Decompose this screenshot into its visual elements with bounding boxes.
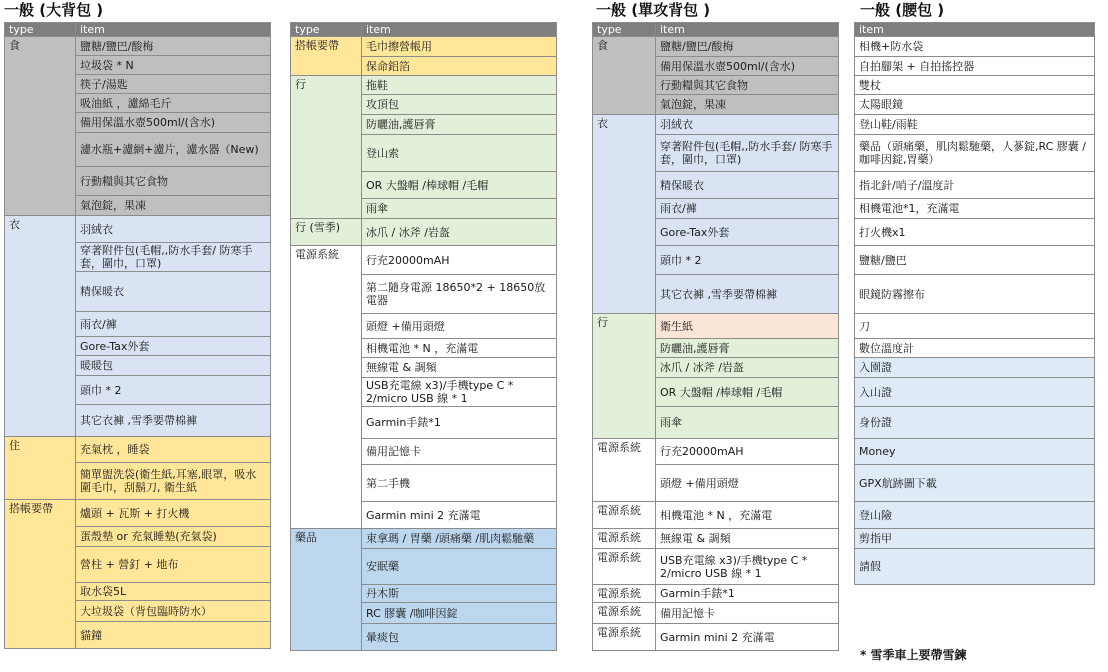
table-row bbox=[855, 219, 1095, 246]
item-cell: 筷子/湯匙 bbox=[76, 75, 271, 94]
item-cell: 暈痰包 bbox=[362, 624, 557, 651]
item-cell: 羽絨衣 bbox=[656, 115, 839, 135]
item-cell: 雙杖 bbox=[855, 76, 1095, 95]
item-cell: 備用保溫水壺500ml/(含水) bbox=[76, 113, 271, 133]
item-cell: 冰爪 / 冰斧 /岩盔 bbox=[362, 219, 557, 246]
item-cell: 束拿瑪 / 胃藥 /頭痛藥 /肌肉鬆馳藥 bbox=[362, 529, 557, 549]
header-type: type bbox=[593, 23, 656, 37]
type-cell: 電源系統 bbox=[593, 585, 656, 603]
item-cell: 行動糧與其它食物 bbox=[656, 76, 839, 95]
table-row bbox=[593, 115, 839, 135]
item-cell: 登山索 bbox=[362, 135, 557, 172]
table-row bbox=[855, 115, 1095, 135]
item-cell: 身份證 bbox=[855, 407, 1095, 439]
big-backpack-table-cont bbox=[290, 22, 557, 651]
item-cell: 行充20000mAH bbox=[656, 439, 839, 465]
item-cell: 無線電 & 調頻 bbox=[362, 358, 557, 378]
item-cell: 氣泡錠，果凍 bbox=[656, 95, 839, 115]
item-cell: 相機+防水袋 bbox=[855, 37, 1095, 57]
type-cell: 行 bbox=[593, 314, 656, 439]
item-cell: 備用記憶卡 bbox=[362, 439, 557, 465]
table-row bbox=[855, 378, 1095, 407]
item-cell: 氣泡錠，果凍 bbox=[76, 196, 271, 216]
item-cell: 登山鞋/雨鞋 bbox=[855, 115, 1095, 135]
type-cell: 電源系統 bbox=[593, 549, 656, 585]
table-row bbox=[291, 529, 557, 549]
type-cell: 藥品 bbox=[291, 529, 362, 651]
big-backpack-table bbox=[4, 22, 271, 649]
type-cell: 食 bbox=[593, 37, 656, 115]
item-cell: 穿著附件包(毛帽,,防水手套/ 防寒手套，圍巾，口罩) bbox=[76, 243, 271, 272]
item-cell: 垃圾袋 * N bbox=[76, 56, 271, 75]
item-cell: 防曬油,護唇膏 bbox=[362, 115, 557, 135]
table-row bbox=[593, 37, 839, 57]
item-cell: 毛巾擦營帳用 bbox=[362, 37, 557, 57]
item-cell: 行充20000mAH bbox=[362, 246, 557, 275]
table-row bbox=[855, 37, 1095, 57]
table-row bbox=[855, 407, 1095, 439]
table-row bbox=[855, 246, 1095, 275]
type-cell: 行 (雪季) bbox=[291, 219, 362, 246]
table-row bbox=[855, 439, 1095, 465]
item-cell: 相機電池 * N ，充滿電 bbox=[656, 502, 839, 529]
item-cell: 雨傘 bbox=[362, 199, 557, 219]
item-cell: 自拍腳架 + 自拍搖控器 bbox=[855, 57, 1095, 76]
table-row bbox=[291, 76, 557, 95]
item-cell: 刀 bbox=[855, 314, 1095, 339]
table-row bbox=[855, 529, 1095, 549]
item-cell: Gore-Tax外套 bbox=[76, 337, 271, 356]
type-cell: 住 bbox=[5, 437, 76, 500]
item-cell: 頭燈 +備用頭燈 bbox=[656, 465, 839, 502]
item-cell: 其它衣褲 ,雪季要帶棉褲 bbox=[656, 275, 839, 314]
item-cell: 鹽糖/鹽巴 bbox=[855, 246, 1095, 275]
header-item: item bbox=[362, 23, 557, 37]
table-header-row bbox=[291, 23, 557, 37]
table-row bbox=[593, 314, 839, 339]
table-row bbox=[593, 439, 839, 465]
item-cell: 簡單盥洗袋(衛生紙,耳塞,眼罩，吸水圍毛巾，刮鬍刀, 衛生紙 bbox=[76, 463, 271, 500]
table-row bbox=[291, 219, 557, 246]
item-cell: 雨傘 bbox=[656, 407, 839, 439]
table-row bbox=[855, 465, 1095, 502]
header-type: type bbox=[5, 23, 76, 37]
item-cell: USB充電線 x3)/手機type C * 2/micro USB 線 * 1 bbox=[362, 378, 557, 407]
item-cell: 指北針/哨子/溫度計 bbox=[855, 172, 1095, 199]
item-cell: 請假 bbox=[855, 549, 1095, 585]
item-cell: 取水袋5L bbox=[76, 583, 271, 601]
item-cell: 頭巾 * 2 bbox=[76, 376, 271, 405]
item-cell: 登山險 bbox=[855, 502, 1095, 529]
type-cell: 電源系統 bbox=[593, 502, 656, 529]
item-cell: 衛生紙 bbox=[656, 314, 839, 339]
table-title-waist-pack: 一般 (腰包 ) bbox=[860, 1, 945, 19]
item-cell: 藥品（頭痛藥，肌肉鬆馳藥，人蔘錠,RC 膠囊 /咖啡因錠,胃藥） bbox=[855, 135, 1095, 172]
item-cell: 行動糧與其它食物 bbox=[76, 167, 271, 196]
item-cell: 其它衣褲 ,雪季要帶棉褲 bbox=[76, 405, 271, 437]
item-cell: 濾水瓶+濾網+濾片，濾水器（New) bbox=[76, 133, 271, 167]
item-cell: 太陽眼鏡 bbox=[855, 95, 1095, 115]
table-row bbox=[855, 199, 1095, 219]
table-header-row bbox=[855, 23, 1095, 37]
table-row bbox=[593, 529, 839, 549]
table-row bbox=[5, 500, 271, 527]
snow-chain-note: * 雪季車上要帶雪鍊 bbox=[860, 648, 967, 662]
item-cell: Garmin mini 2 充滿電 bbox=[656, 624, 839, 651]
item-cell: 第二手機 bbox=[362, 465, 557, 502]
waist-pack-table bbox=[854, 22, 1095, 585]
type-cell: 搭帳要帶 bbox=[5, 500, 76, 649]
type-cell: 電源系統 bbox=[593, 624, 656, 651]
item-cell: 營柱 + 營釘 + 地布 bbox=[76, 547, 271, 583]
item-cell: 精保暖衣 bbox=[76, 272, 271, 312]
item-cell: 備用記憶卡 bbox=[656, 603, 839, 624]
item-cell: 相機電池 * N ，充滿電 bbox=[362, 339, 557, 358]
item-cell: USB充電線 x3)/手機type C * 2/micro USB 線 * 1 bbox=[656, 549, 839, 585]
table-row bbox=[855, 57, 1095, 76]
item-cell: RC 膠囊 /咖啡因錠 bbox=[362, 603, 557, 624]
type-cell: 電源系統 bbox=[291, 246, 362, 529]
item-cell: 鹽糖/鹽巴/酸梅 bbox=[76, 37, 271, 56]
item-cell: 雨衣/褲 bbox=[656, 199, 839, 219]
table-row bbox=[855, 549, 1095, 585]
summit-pack-table bbox=[592, 22, 839, 651]
item-cell: OR 大盤帽 /棒球帽 /毛帽 bbox=[362, 172, 557, 199]
item-cell: 入山證 bbox=[855, 378, 1095, 407]
item-cell: 無線電 & 調頻 bbox=[656, 529, 839, 549]
item-cell: 雨衣/褲 bbox=[76, 312, 271, 337]
table-row bbox=[855, 358, 1095, 378]
item-cell: 頭燈 +備用頭燈 bbox=[362, 314, 557, 339]
table-row bbox=[593, 624, 839, 651]
table-header-row bbox=[5, 23, 271, 37]
header-item: item bbox=[855, 23, 1095, 37]
item-cell: 眼鏡防霧擦布 bbox=[855, 275, 1095, 314]
item-cell: 吸油紙 ，濾綿毛斤 bbox=[76, 94, 271, 113]
table-row bbox=[855, 135, 1095, 172]
table-row bbox=[593, 549, 839, 585]
table-row bbox=[291, 246, 557, 275]
item-cell: OR 大盤帽 /棒球帽 /毛帽 bbox=[656, 378, 839, 407]
item-cell: 入園證 bbox=[855, 358, 1095, 378]
item-cell: 暖暖包 bbox=[76, 356, 271, 376]
table-header-row bbox=[593, 23, 839, 37]
table-row bbox=[593, 603, 839, 624]
table-row bbox=[855, 339, 1095, 358]
item-cell: Garmin mini 2 充滿電 bbox=[362, 502, 557, 529]
header-item: item bbox=[76, 23, 271, 37]
item-cell: 丹木斯 bbox=[362, 585, 557, 603]
type-cell: 行 bbox=[291, 76, 362, 219]
table-row bbox=[855, 314, 1095, 339]
item-cell: Garmin手錶*1 bbox=[656, 585, 839, 603]
item-cell: 貓鐘 bbox=[76, 622, 271, 649]
table-row bbox=[593, 585, 839, 603]
item-cell: 數位溫度計 bbox=[855, 339, 1095, 358]
item-cell: GPX航跡圖下載 bbox=[855, 465, 1095, 502]
table-title-summit-pack: 一般 (單攻背包 ) bbox=[596, 1, 711, 19]
item-cell: 頭巾 * 2 bbox=[656, 246, 839, 275]
item-cell: Gore-Tax外套 bbox=[656, 219, 839, 246]
table-row bbox=[5, 216, 271, 243]
item-cell: Money bbox=[855, 439, 1095, 465]
header-item: item bbox=[656, 23, 839, 37]
table-row bbox=[855, 275, 1095, 314]
item-cell: 羽絨衣 bbox=[76, 216, 271, 243]
table-title-big-backpack: 一般 (大背包 ) bbox=[4, 1, 104, 19]
item-cell: 冰爪 / 冰斧 /岩盔 bbox=[656, 358, 839, 378]
type-cell: 搭帳要帶 bbox=[291, 37, 362, 76]
item-cell: 剪指甲 bbox=[855, 529, 1095, 549]
item-cell: 爐頭 + 瓦斯 + 打火機 bbox=[76, 500, 271, 527]
item-cell: 打火機x1 bbox=[855, 219, 1095, 246]
item-cell: 備用保溫水壺500ml/(含水) bbox=[656, 57, 839, 76]
item-cell: 相機電池*1，充滿電 bbox=[855, 199, 1095, 219]
type-cell: 電源系統 bbox=[593, 439, 656, 502]
table-row bbox=[855, 502, 1095, 529]
item-cell: 穿著附件包(毛帽,,防水手套/ 防寒手套，圍巾，口罩) bbox=[656, 135, 839, 172]
item-cell: 攻頂包 bbox=[362, 95, 557, 115]
table-row bbox=[855, 172, 1095, 199]
item-cell: 大垃圾袋（背包臨時防水） bbox=[76, 601, 271, 622]
item-cell: 蛋殼墊 or 充氣睡墊(充氣袋) bbox=[76, 527, 271, 547]
type-cell: 電源系統 bbox=[593, 529, 656, 549]
item-cell: 安眠藥 bbox=[362, 549, 557, 585]
type-cell: 衣 bbox=[593, 115, 656, 314]
table-row bbox=[855, 95, 1095, 115]
table-row bbox=[5, 437, 271, 463]
item-cell: Garmin手錶*1 bbox=[362, 407, 557, 439]
table-row bbox=[291, 37, 557, 57]
item-cell: 防曬油,護唇膏 bbox=[656, 339, 839, 358]
item-cell: 第二隨身電源 18650*2 + 18650放電器 bbox=[362, 275, 557, 314]
header-type: type bbox=[291, 23, 362, 37]
item-cell: 充氣枕 ，睡袋 bbox=[76, 437, 271, 463]
item-cell: 鹽糖/鹽巴/酸梅 bbox=[656, 37, 839, 57]
item-cell: 精保暖衣 bbox=[656, 172, 839, 199]
table-row bbox=[855, 76, 1095, 95]
type-cell: 電源系統 bbox=[593, 603, 656, 624]
type-cell: 食 bbox=[5, 37, 76, 216]
table-row bbox=[593, 502, 839, 529]
type-cell: 衣 bbox=[5, 216, 76, 437]
item-cell: 保命鋁箔 bbox=[362, 57, 557, 76]
table-row bbox=[5, 37, 271, 56]
item-cell: 拖鞋 bbox=[362, 76, 557, 95]
